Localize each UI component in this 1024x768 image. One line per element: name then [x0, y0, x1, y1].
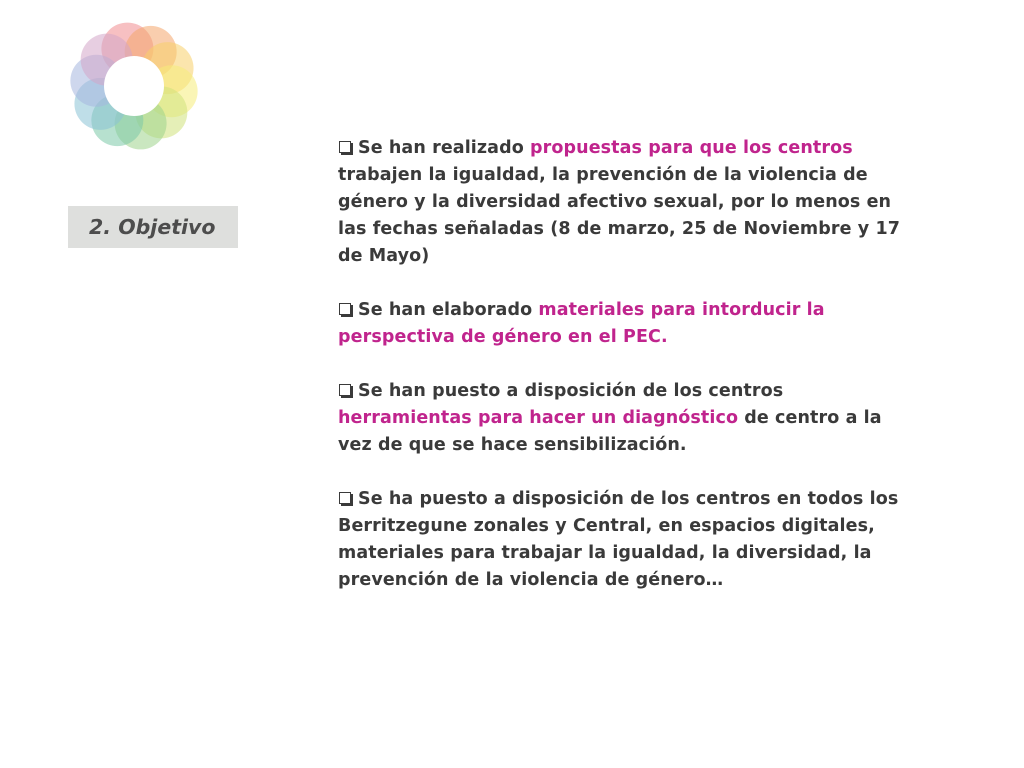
bullet-line [338, 162, 978, 189]
logo-center [104, 56, 164, 116]
highlighted-text: perspectiva de género en el PEC. [338, 327, 668, 347]
bullet-list [338, 135, 978, 621]
bullet-line [338, 405, 978, 432]
text: vez de que se hace sensibilización. [338, 435, 687, 455]
text: Se han realizado [358, 138, 531, 158]
text: trabajen la igualdad, la prevención de la violencia de [338, 165, 868, 185]
bullet-item [338, 135, 978, 270]
highlighted-text: propuestas para que los centros [530, 138, 853, 158]
bullet-item [338, 486, 978, 594]
checkbox-bullet-icon [339, 492, 351, 504]
text: Se ha puesto a disposición de los centros en todos los [358, 489, 899, 509]
text: materiales para trabajar la igualdad, la diversidad, la [338, 543, 872, 563]
bullet-line [338, 297, 978, 324]
highlighted-text: materiales para intorducir la [538, 300, 825, 320]
text: Berritzegune zonales y Central, en espacios digitales, [338, 516, 875, 536]
text: género y la diversidad afectivo sexual, por lo menos en [338, 192, 892, 212]
bullet-line [338, 135, 978, 162]
bullet-line [338, 324, 978, 351]
highlighted-text: herramientas para hacer un diagnóstico [338, 408, 739, 428]
text: de Mayo) [338, 246, 430, 266]
bullet-line [338, 513, 978, 540]
bullet-line [338, 567, 978, 594]
section-label: 2. Objetivo [68, 206, 238, 248]
bullet-line [338, 378, 978, 405]
bullet-line [338, 486, 978, 513]
bullet-line [338, 540, 978, 567]
bullet-line [338, 216, 978, 243]
bullet-line [338, 432, 978, 459]
text: prevención de la violencia de género… [338, 570, 724, 590]
text: de centro a la [738, 408, 882, 428]
text: Se han puesto a disposición de los centros [358, 381, 784, 401]
bullet-line [338, 243, 978, 270]
checkbox-bullet-icon [339, 303, 351, 315]
checkbox-bullet-icon [339, 384, 351, 396]
bullet-item [338, 297, 978, 351]
text: las fechas señaladas (8 de marzo, 25 de Noviembre y 17 [338, 219, 901, 239]
text: Se han elaborado [358, 300, 539, 320]
bullet-item [338, 378, 978, 459]
logo [70, 22, 198, 150]
bullet-line [338, 189, 978, 216]
checkbox-bullet-icon [339, 141, 351, 153]
